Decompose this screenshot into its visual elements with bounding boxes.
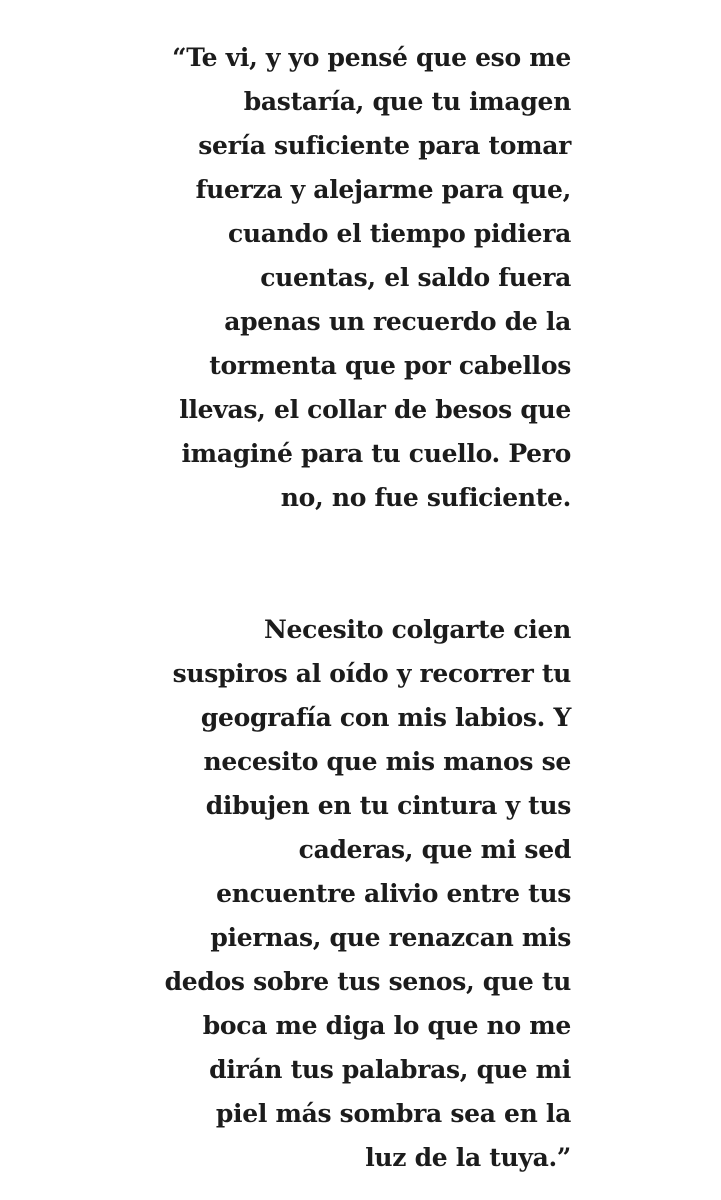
text-line: luz de la tuya.”	[365, 1143, 571, 1172]
text-line: piernas, que renazcan mis	[210, 923, 571, 952]
text-line: “Te vi, y yo pensé que eso me	[172, 43, 571, 72]
stanza-1	[91, 36, 571, 520]
text-line: boca me diga lo que no me	[202, 1011, 571, 1040]
text-line: dibujen en tu cintura y tus	[205, 791, 571, 820]
text-line: no, no fue suficiente.	[280, 483, 571, 512]
text-line: imaginé para tu cuello. Pero	[181, 439, 571, 468]
text-line: dedos sobre tus senos, que tu	[164, 967, 571, 996]
text-line: piel más sombra sea en la	[215, 1099, 571, 1128]
text-line: Necesito colgarte cien	[264, 615, 571, 644]
text-line: cuando el tiempo pidiera	[227, 219, 571, 248]
text-line: bastaría, que tu imagen	[243, 87, 571, 116]
text-line: caderas, que mi sed	[298, 835, 571, 864]
text-line: geografía con mis labios. Y	[200, 703, 571, 732]
text-line: tormenta que por cabellos	[209, 351, 571, 380]
text-line: llevas, el collar de besos que	[179, 395, 571, 424]
text-line: dirán tus palabras, que mi	[209, 1055, 571, 1084]
text-line: fuerza y alejarme para que,	[195, 175, 571, 204]
text-line: suspiros al oído y recorrer tu	[172, 659, 571, 688]
text-line: encuentre alivio entre tus	[216, 879, 571, 908]
text-line: cuentas, el saldo fuera	[260, 263, 571, 292]
text-line: apenas un recuerdo de la	[224, 307, 571, 336]
text-line: sería suficiente para tomar	[198, 131, 571, 160]
text-line: necesito que mis manos se	[203, 747, 571, 776]
stanza-2	[91, 608, 571, 1180]
poem-text	[91, 36, 571, 1180]
stanza-gap	[91, 520, 571, 608]
